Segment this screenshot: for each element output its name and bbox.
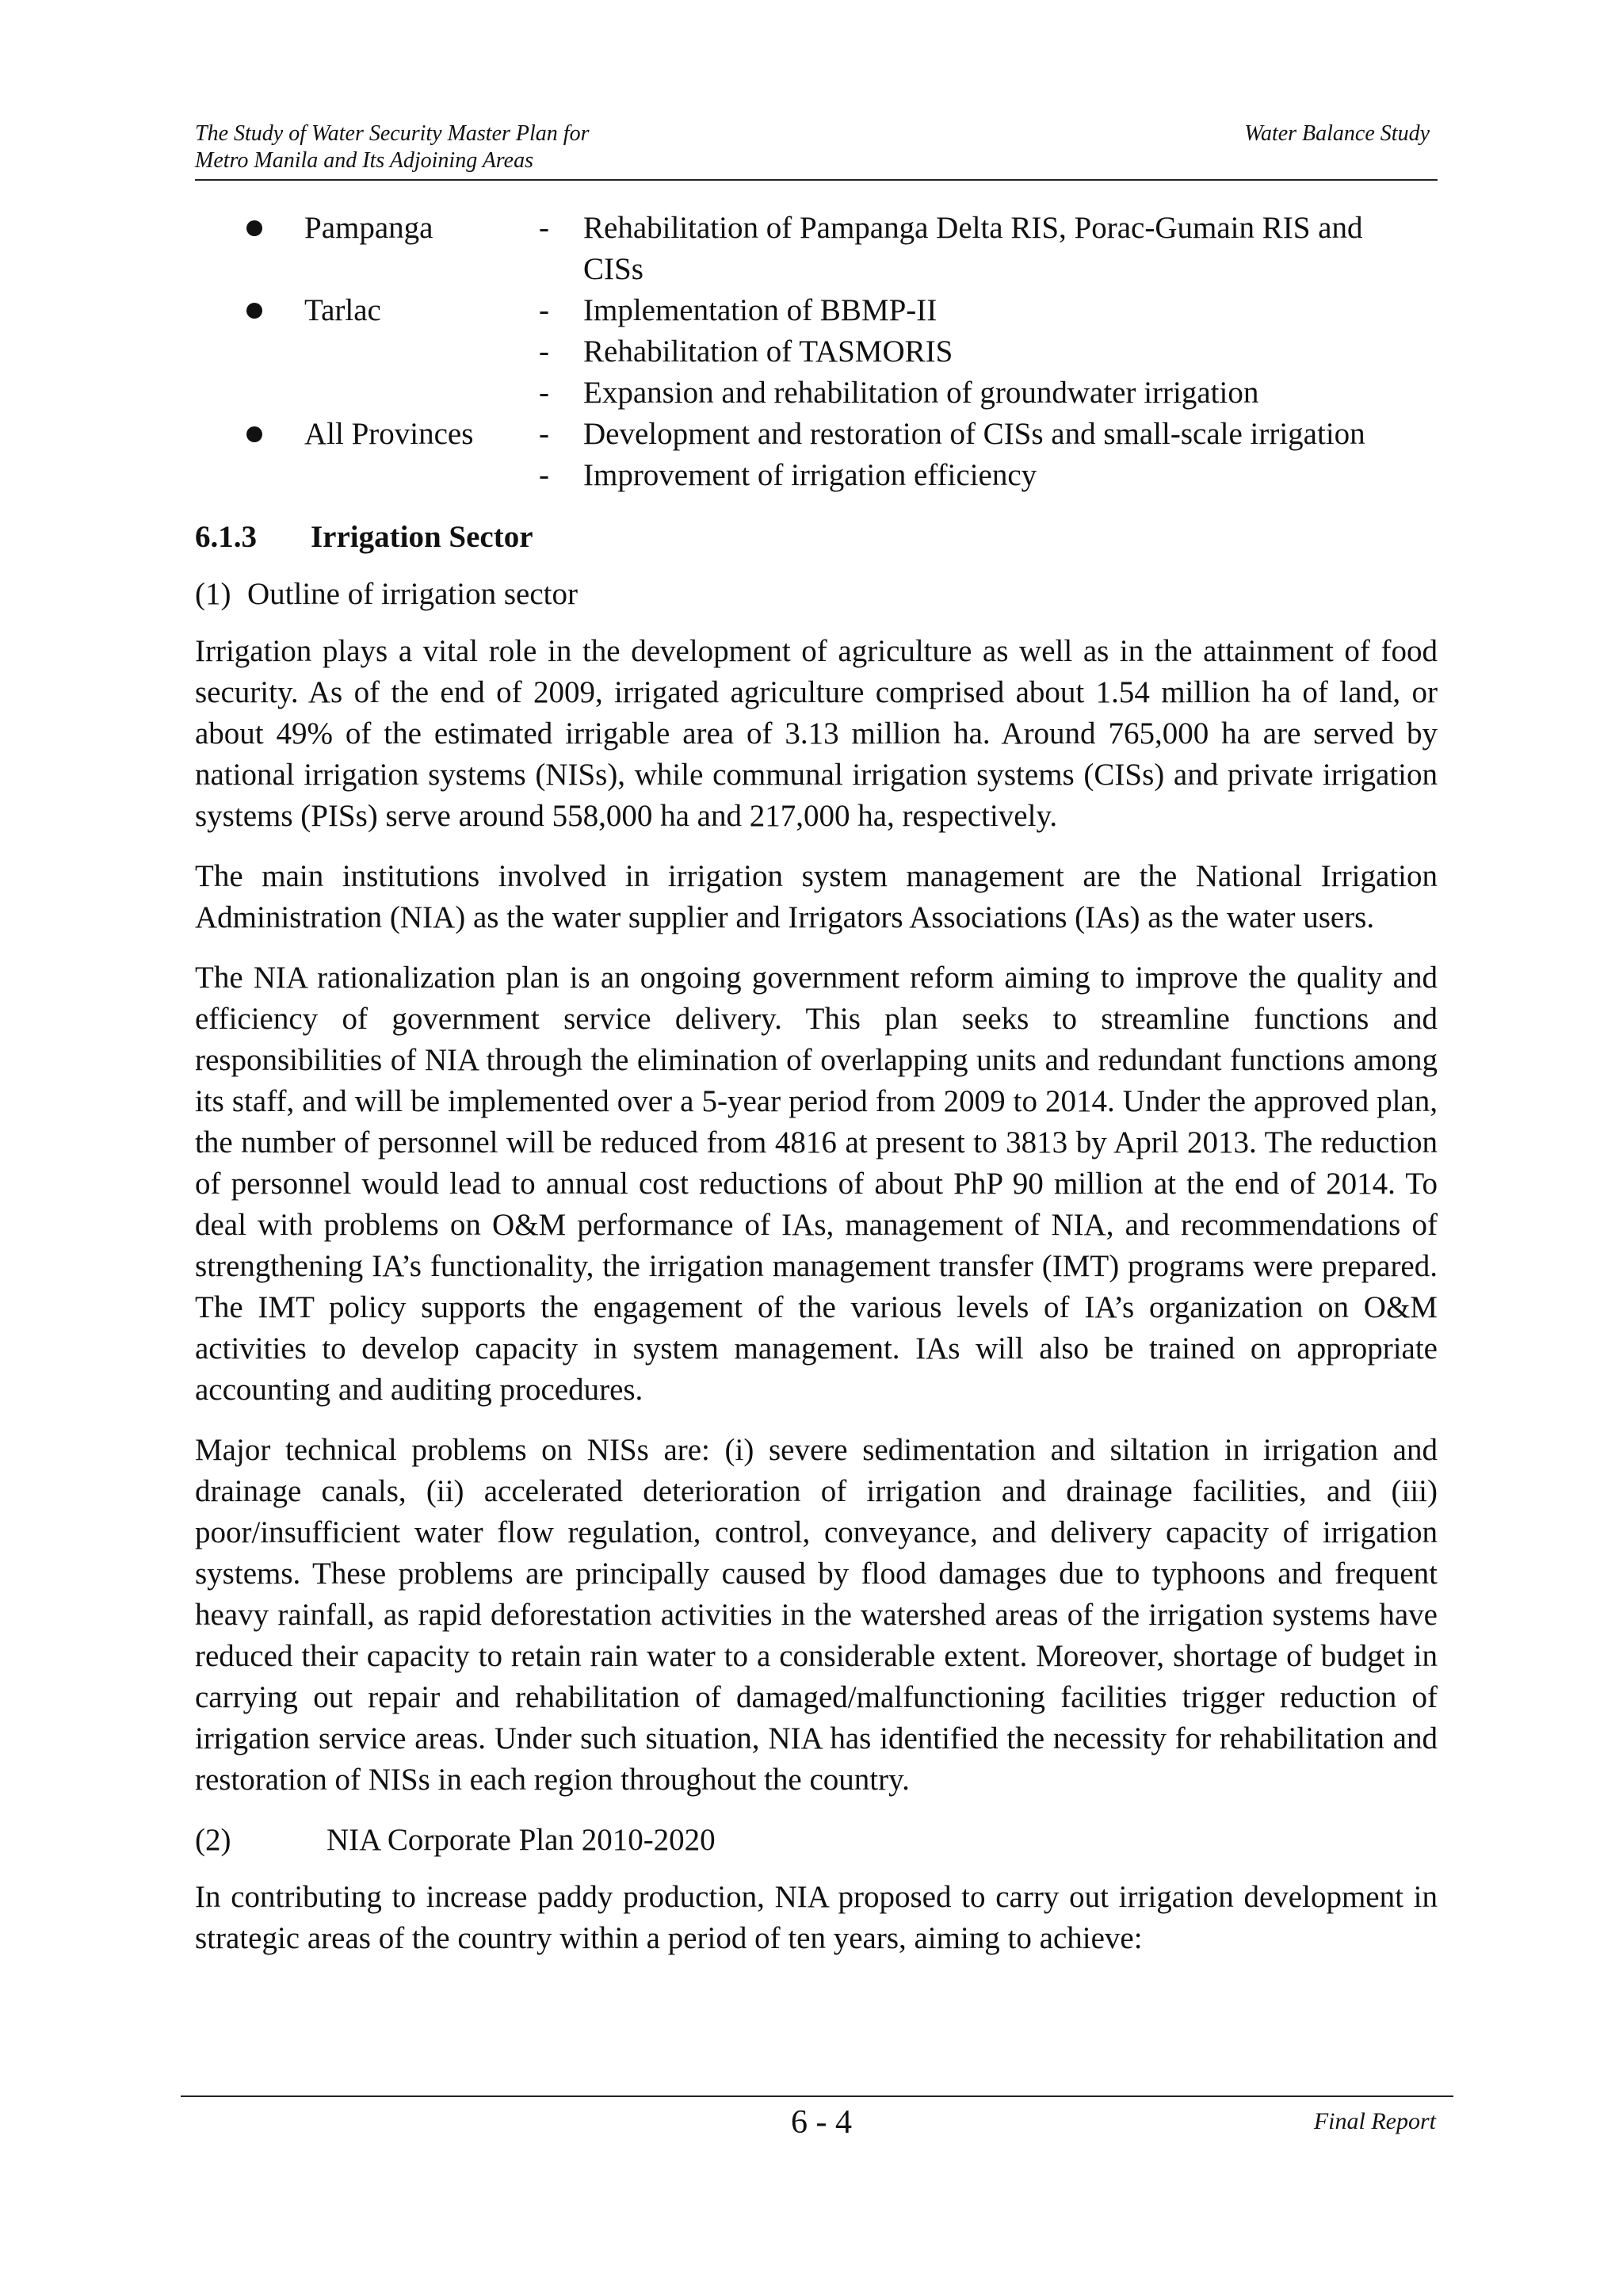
subsection-title: NIA Corporate Plan 2010-2020	[327, 1823, 716, 1857]
body-paragraph: The main institutions involved in irrigation system management are the National Irrigation Administration (NIA) as the water supplier and Irrigators Associations (IAs) as the water users.	[195, 859, 1438, 934]
bullet-row	[195, 208, 1438, 249]
body-paragraph: In contributing to increase paddy production, NIA proposed to carry out irrigation development in strategic areas of the country within a period of ten years, aiming to achieve:	[195, 1880, 1438, 1955]
bullet-province: Pampanga	[304, 211, 433, 245]
body-paragraph: Major technical problems on NISs are: (i) severe sedimentation and siltation in irrigation and drainage canals, (ii) accelerated deterioration of irrigation and drainage facilities, and (iii) poor/insufficient water flow regulation, control, conveyance, and delivery capacity of irrigation systems. These problems are principally caused by flood damages due to typhoons and frequent heavy rainfall, as rapid deforestation activities in the watershed areas of the irrigation systems have reduced their capacity to retain rain water to a considerable extent. Moreover, shortage of budget in carrying out repair and rehabilitation of damaged/malfunctioning facilities trigger reduction of irrigation service areas. Under such situation, NIA has identified the necessity for rehabilitation and restoration of NISs in each region throughout the country.	[195, 1433, 1438, 1797]
bullet-row	[195, 249, 1438, 290]
province-bullet-list	[195, 208, 1438, 496]
section-heading	[195, 517, 1438, 558]
body-paragraph: Irrigation plays a vital role in the development of agriculture as well as in the attainment of food security. As of the end of 2009, irrigated agriculture comprised about 1.54 million ha of land, or about 49% of the estimated irrigable area of 3.13 million ha. Around 765,000 ha are served by national irrigation systems (NISs), while communal irrigation systems (CISs) and private irrigation systems (PISs) serve around 558,000 ha and 217,000 ha, respectively.	[195, 634, 1438, 833]
subsection-heading	[195, 1820, 1438, 1861]
page-footer	[181, 2095, 1453, 2153]
subsection-heading	[195, 574, 1438, 615]
subsection-number: (2)	[195, 1823, 231, 1857]
bullet-dash: -	[539, 417, 549, 451]
bullet-dot-icon	[246, 220, 262, 236]
section-number: 6.1.3	[195, 520, 257, 554]
bullet-dash: -	[539, 293, 549, 327]
bullet-province: Tarlac	[304, 293, 381, 327]
bullet-province: All Provinces	[304, 417, 474, 451]
page-header	[195, 119, 1438, 181]
bullet-dot-icon	[246, 303, 262, 319]
bullet-item: Expansion and rehabilitation of groundwater irrigation	[583, 376, 1259, 410]
bullet-dash: -	[539, 376, 549, 410]
page-number: 6 - 4	[791, 2104, 852, 2141]
bullet-item: Development and restoration of CISs and small-scale irrigation	[583, 417, 1365, 451]
header-title-line2: Metro Manila and Its Adjoining Areas	[195, 148, 533, 173]
bullet-row	[195, 455, 1438, 496]
bullet-dot-icon	[246, 426, 262, 442]
footer-report-label: Final Report	[1313, 2108, 1436, 2134]
bullet-row	[195, 331, 1438, 372]
bullet-dash: -	[539, 458, 549, 492]
main-content	[195, 517, 1438, 1978]
bullet-dash: -	[539, 211, 549, 245]
bullet-item: Rehabilitation of Pampanga Delta RIS, Porac-Gumain RIS and	[583, 211, 1363, 245]
subsection-number: (1)	[195, 577, 231, 611]
bullet-row	[195, 414, 1438, 455]
subsection-title: Outline of irrigation sector	[247, 577, 578, 611]
bullet-row	[195, 372, 1438, 414]
bullet-dash: -	[539, 334, 549, 369]
header-section: Water Balance Study	[1244, 121, 1430, 146]
header-title-line1: The Study of Water Security Master Plan for	[195, 121, 590, 146]
section-title: Irrigation Sector	[311, 520, 533, 554]
bullet-item: Rehabilitation of TASMORIS	[583, 334, 953, 369]
bullet-item: Improvement of irrigation efficiency	[583, 458, 1037, 492]
bullet-row	[195, 290, 1438, 331]
header-title	[195, 120, 589, 174]
bullet-item: CISs	[583, 252, 643, 286]
body-paragraph: The NIA rationalization plan is an ongoing government reform aiming to improve the quality and efficiency of government service delivery. This plan seeks to streamline functions and responsibilities of NIA through the elimination of overlapping units and redundant functions among its staff, and will be implemented over a 5-year period from 2009 to 2014. Under the approved plan, the number of personnel will be reduced from 4816 at present to 3813 by April 2013. The reduction of personnel would lead to annual cost reductions of about PhP 90 million at the end of 2014. To deal with problems on O&M performance of IAs, management of NIA, and recommendations of strengthening IA’s functionality, the irrigation management transfer (IMT) programs were prepared. The IMT policy supports the engagement of the various levels of IA’s organization on O&M activities to develop capacity in system management. IAs will also be trained on appropriate accounting and auditing procedures.	[195, 961, 1438, 1407]
bullet-item: Implementation of BBMP-II	[583, 293, 938, 327]
